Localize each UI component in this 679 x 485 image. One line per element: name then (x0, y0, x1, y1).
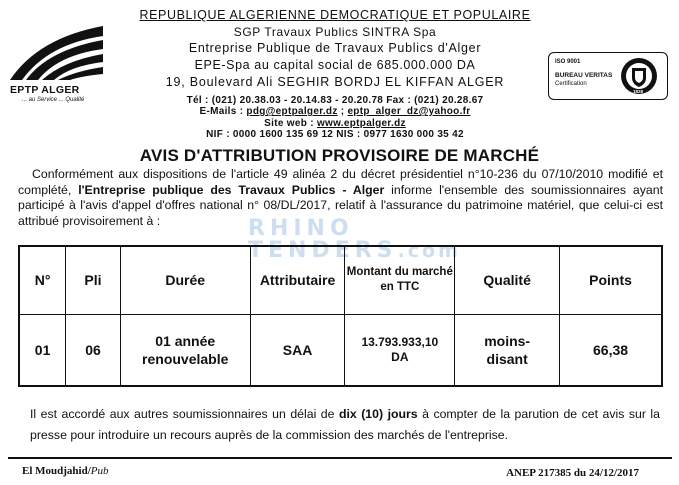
appeal-part2: à compter de la parution de cet avis sur la presse pour introduire un recours auprès de la commission des marchés de l'entreprise. (30, 407, 660, 442)
company-logo (8, 18, 108, 108)
publication-newspaper (22, 465, 109, 477)
intro-part2: informe l'ensemble des soumissionnaires ayant participé à l'avis d'appel d'offres national n° 08/DL/2017, relatif à l'assurance du patrimoine matériel, que celui-ci est attribué provisoirement à : (18, 182, 663, 228)
cell-montant: 13.793.933,10 DA (345, 314, 455, 386)
notice-title: AVIS D'ATTRIBUTION PROVISOIRE DE MARCHÉ (139, 146, 540, 165)
publication-reference: ANEP 217385 du 24/12/2017 (506, 467, 639, 479)
email-link-1[interactable]: pdg@eptpalger.dz (246, 106, 338, 117)
watermark-suffix: .com (397, 240, 461, 262)
cell-pli: 06 (66, 314, 121, 386)
cert-sub: Certification (555, 81, 587, 87)
cert-iso: ISO 9001 (555, 59, 581, 65)
site-link[interactable]: www.eptpalger.dz (316, 118, 406, 129)
email-separator: ; (337, 106, 348, 117)
col-header-pli: Pli (66, 246, 121, 314)
appeal-bold: dix (10) jours (338, 407, 418, 421)
watermark-line1: RHINO (248, 216, 354, 241)
intro-paragraph (18, 167, 663, 229)
header-emails (100, 106, 570, 117)
header-capital: EPE-Spa au capital social de 685.000.000 DA (194, 58, 476, 72)
header-group: SGP Travaux Publics SINTRA Spa (233, 25, 437, 39)
cert-year: 1828 (633, 89, 644, 94)
logo-name: EPTP ALGER (10, 84, 80, 96)
col-header-attributaire: Attributaire (250, 246, 345, 314)
cert-body: BUREAU VERITAS (555, 72, 613, 79)
cell-duree: 01 année renouvelable (120, 314, 250, 386)
site-label: Site web : (264, 118, 317, 129)
header-phones: Tél : (021) 20.38.03 - 20.14.83 - 20.20.78 Fax : (021) 20.28.67 (186, 95, 484, 106)
header-address: 19, Boulevard Ali SEGHIR BORDJ EL KIFFAN ALGER (165, 75, 505, 89)
appeal-part1: Il est accordé aux autres soumissionnaires un délai de (30, 407, 339, 421)
cell-qualite: moins-disant (455, 314, 560, 386)
cell-points: 66,38 (560, 314, 662, 386)
newspaper-name: El Moudjahid/ (22, 465, 91, 477)
logo-tagline: ... au Service ... Qualité (22, 97, 85, 103)
header-republic: REPUBLIQUE ALGERIENNE DEMOCRATIQUE ET POPULAIRE (139, 8, 531, 22)
email-link-2[interactable]: eptp_alger_dz@yahoo.fr (347, 106, 471, 117)
watermark-line2: TENDERS (248, 238, 398, 263)
col-header-duree: Durée (120, 246, 250, 314)
table-row (19, 314, 662, 386)
header-company: Entreprise Publique de Travaux Publics d'Alger (188, 41, 482, 55)
col-header-points: Points (560, 246, 662, 314)
col-header-montant: Montant du marché en TTC (345, 246, 455, 314)
emails-label: E-Mails : (199, 106, 247, 117)
header-website (100, 118, 570, 129)
certification-badge (548, 52, 668, 100)
col-header-qualite: Qualité (455, 246, 560, 314)
appeal-paragraph (30, 404, 660, 446)
header-ids: NIF : 0000 1600 135 69 12 NIS : 0977 1630 000 35 42 (206, 129, 464, 140)
intro-bold: l'Entreprise publique des Travaux Publics - Alger (78, 182, 385, 197)
footer-divider (8, 457, 672, 459)
pub-label: Pub (90, 465, 109, 477)
cell-no: 01 (19, 314, 66, 386)
award-table (18, 245, 663, 387)
cell-attributaire: SAA (250, 314, 345, 386)
intro-part1: Conformément aux dispositions de l'article 49 alinéa 2 du décret présidentiel n°10-236 du 07/10/2010 modifié et complété, (18, 167, 663, 197)
table-header-row (19, 246, 662, 314)
col-header-no: N° (19, 246, 66, 314)
